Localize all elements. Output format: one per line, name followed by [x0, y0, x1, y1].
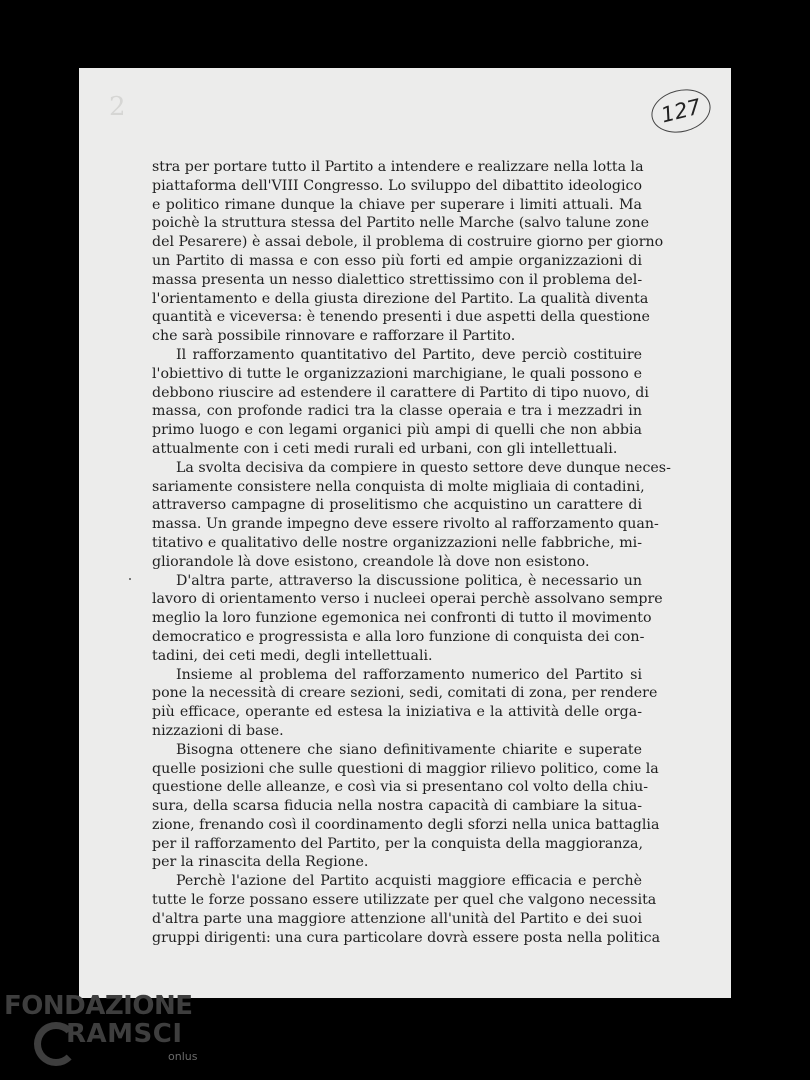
- watermark-line-1: FONDAZIONE: [4, 991, 193, 1021]
- text-line: debbono riuscire ad estendere il carattere di Partito di tipo nuovo, di: [152, 384, 649, 401]
- text-line: sariamente consistere nella conquista di molte migliaia di contadini,: [152, 478, 645, 495]
- text-line: attualmente con i ceti medi rurali ed urbani, con gli intellettuali.: [152, 440, 618, 457]
- handwritten-page-number: [647, 83, 715, 138]
- text-line: D'altra parte, attraverso la discussione politica, è necessario un: [176, 572, 642, 589]
- stray-mark: [129, 578, 131, 580]
- text-line: attraverso campagne di proselitismo che acquistino un carattere di: [152, 497, 642, 514]
- text-line: un Partito di massa e con esso più forti ed ampie organizzazioni di: [152, 252, 642, 269]
- text-line: che sarà possibile rinnovare e rafforzare il Partito.: [152, 328, 516, 345]
- text-line: nizzazioni di base.: [152, 722, 284, 739]
- text-line: Il rafforzamento quantitativo del Partito, deve perciò costituire: [176, 346, 642, 363]
- text-line: tadini, dei ceti medi, degli intellettuali.: [152, 647, 433, 664]
- text-line: tutte le forze possano essere utilizzate per quel che valgono necessita: [152, 892, 657, 909]
- text-line: per il rafforzamento del Partito, per la conquista della maggioranza,: [152, 835, 643, 852]
- text-line: e politico rimane dunque la chiave per superare i limiti attuali. Ma: [152, 196, 642, 213]
- text-line: quantità e viceversa: è tenendo presenti i due aspetti della questione: [152, 309, 650, 326]
- text-line: quelle posizioni che sulle questioni di maggior rilievo politico, come la: [152, 760, 659, 777]
- text-line: d'altra parte una maggiore attenzione all'unità del Partito e dei suoi: [152, 910, 642, 927]
- text-line: primo luogo e con legami organici più ampi di quelli che non abbia: [152, 422, 642, 439]
- text-line: sura, della scarsa fiducia nella nostra capacità di cambiare la situa-: [152, 798, 642, 815]
- text-line: piattaforma dell'VIII Congresso. Lo sviluppo del dibattito ideologico: [152, 177, 642, 194]
- text-line: lavoro di orientamento verso i nucleei operai perchè assolvano sempre: [152, 591, 663, 608]
- text-line: zione, frenando così il coordinamento degli sforzi nella unica battaglia: [152, 816, 660, 833]
- faint-page-mark: 2: [109, 92, 128, 122]
- text-line: massa. Un grande impegno deve essere rivolto al rafforzamento quan-: [152, 516, 659, 533]
- text-line: gruppi dirigenti: una cura particolare dovrà essere posta nella politica: [152, 929, 661, 946]
- text-line: meglio la loro funzione egemonica nei confronti di tutto il movimento: [152, 610, 652, 627]
- watermark-line-3: onlus: [168, 1050, 198, 1063]
- text-line: l'orientamento e della giusta direzione del Partito. La qualità diventa: [152, 290, 649, 307]
- text-line: titativo e qualitativo delle nostre organizzazioni nelle fabbriche, mi-: [152, 534, 642, 551]
- text-line: gliorandole là dove esistono, creandole là dove non esistono.: [152, 553, 590, 570]
- fondazione-gramsci-watermark: [4, 991, 198, 1063]
- watermark-line-2: RAMSCI: [66, 1019, 183, 1049]
- text-line: questione delle alleanze, e così via si presentano col volto della chiu-: [152, 779, 649, 796]
- text-line: più efficace, operante ed estesa la iniziativa e la attività delle orga-: [152, 704, 642, 721]
- page-number-text: 127: [658, 94, 704, 128]
- text-line: Perchè l'azione del Partito acquisti maggiore efficacia e perchè: [176, 873, 642, 890]
- text-line: La svolta decisiva da compiere in questo settore deve dunque neces-: [176, 459, 671, 476]
- text-line: stra per portare tutto il Partito a intendere e realizzare nella lotta la: [152, 159, 644, 175]
- text-line: del Pesarere) è assai debole, il problema di costruire giorno per giorno: [152, 234, 664, 251]
- text-line: pone la necessità di creare sezioni, sedi, comitati di zona, per rendere: [152, 685, 658, 702]
- text-line: democratico e progressista e alla loro funzione di conquista dei con-: [152, 628, 645, 645]
- text-line: massa, con profonde radici tra la classe operaia e tra i mezzadri in: [152, 403, 642, 420]
- text-line: massa presenta un nesso dialettico strettissimo con il problema del-: [152, 271, 643, 288]
- text-line: per la rinascita della Regione.: [152, 854, 369, 871]
- text-line: Bisogna ottenere che siano definitivamente chiarite e superate: [176, 741, 642, 758]
- scanned-page: [79, 68, 731, 998]
- text-line: poichè la struttura stessa del Partito nelle Marche (salvo talune zone: [152, 215, 649, 232]
- body-text: [152, 158, 671, 947]
- text-line: Insieme al problema del rafforzamento numerico del Partito si: [176, 666, 642, 683]
- text-line: l'obiettivo di tutte le organizzazioni marchigiane, le quali possono e: [152, 365, 642, 382]
- watermark-g-ring: [34, 1022, 78, 1066]
